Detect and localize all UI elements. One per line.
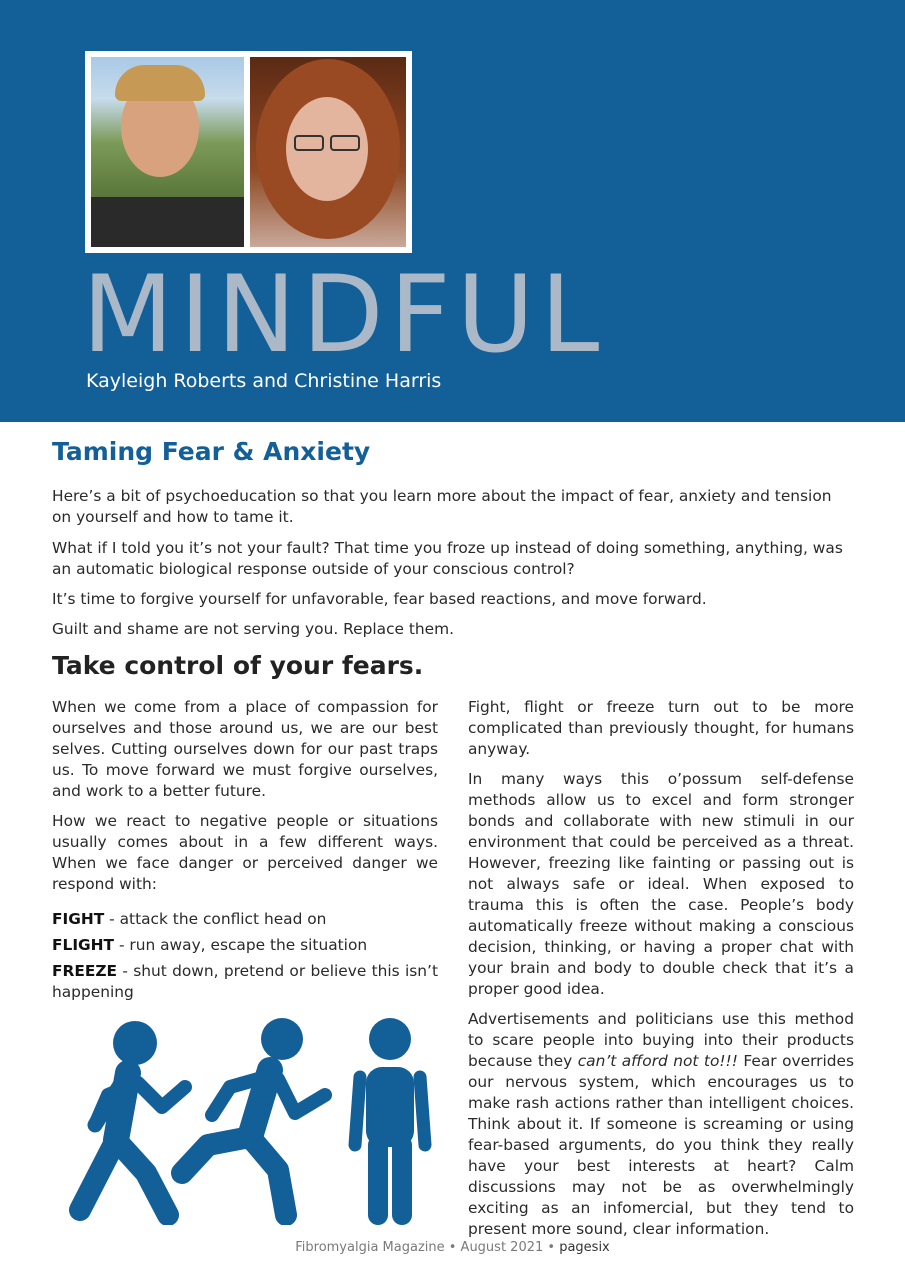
author-photo-kayleigh [91,57,244,247]
fight-flight-freeze-figures [50,1015,440,1225]
footer-text: Fibromyalgia Magazine • August 2021 • [295,1240,560,1255]
intro-paragraph-4: Guilt and shame are not serving you. Replace them. [52,620,455,638]
article-title: Taming Fear & Anxiety [52,437,371,466]
subheading: Take control of your fears. [52,651,424,680]
response-term: FLIGHT [52,936,115,954]
response-term: FIGHT [52,910,105,928]
response-desc: - shut down, pretend or believe this isn’t happening [52,962,438,1001]
author-photos [85,51,412,253]
right-column [468,697,854,1249]
response-flight [52,935,438,956]
right-paragraph-1: Fight, flight or freeze turn out to be more complicated than previously thought, for humans anyway. [468,698,854,758]
header-banner [0,0,905,422]
intro-paragraph-1: Here’s a bit of psychoeducation so that you learn more about the impact of fear, anxiety and tension on yourself and how to tame it. [52,487,832,526]
response-freeze [52,961,438,1003]
response-term: FREEZE [52,962,118,980]
page-footer [0,1240,905,1255]
left-paragraph-2: How we react to negative people or situations usually comes about in a few different ways. When we face danger or perceived danger we respond with: [52,812,438,893]
right-paragraph-2: In many ways this o’possum self-defense methods allow us to excel and form stronger bonds and collaborate with new stimuli in our environment that could be perceived as a threat. However, freezing like fainting or passing out is not always safe or ideal. When exposed to trauma this is often the case. People’s body automatically freeze without making a conscious decision, thinking, or having a proper chat with your brain and body to double check that it’s a proper good idea. [468,770,854,998]
text-run: Fear overrides our nervous system, which encourages us to make rash actions rather than intelligent choices. Think about it. If someone is screaming or using fear-based arguments, do you think they really have your best interests at heart? Calm discussions may not be as overwhelmingly exciting as an infomercial, but they tend to present more sound, clear information. [468,1052,855,1238]
response-desc: - run away, escape the situation [114,936,368,954]
response-desc: - attack the conflict head on [104,910,327,928]
right-paragraph-3 [468,1009,854,1240]
magazine-section-title: MINDFUL [82,253,606,376]
freeze-figure-icon [355,1018,425,1215]
fight-figure-icon [80,1021,185,1215]
intro-paragraph-2: What if I told you it’s not your fault? That time you froze up instead of doing something, anything, was an automatic biological response outside of your conscious control? [52,539,843,578]
intro-paragraph-3: It’s time to forgive yourself for unfavorable, fear based reactions, and move forward. [52,590,707,608]
text-run: Advertisements and politicians use this method to scare people into buying into their products because they [468,1010,854,1070]
flight-figure-icon [182,1018,325,1215]
left-paragraph-1: When we come from a place of compassion for ourselves and those around us, we are our best selves. Cutting ourselves down for our past traps us. To move forward we must forgive ourselves, and work to a better future. [52,698,438,800]
author-names: Kayleigh Roberts and Christine Harris [86,370,442,392]
page-number: pagesix [559,1240,610,1255]
emphasis-text: can’t afford not to!!! [577,1052,738,1070]
left-column [52,697,438,1008]
response-fight [52,909,438,930]
author-photo-christine [250,57,406,247]
